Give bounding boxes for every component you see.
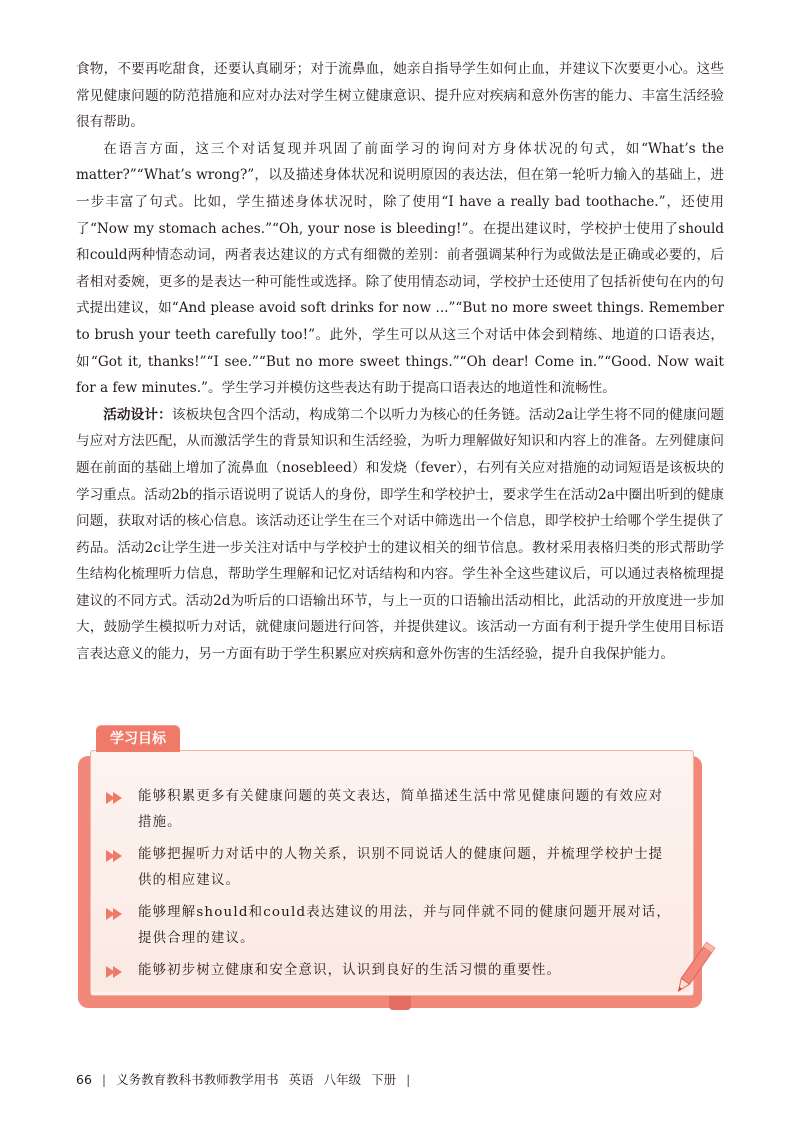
grade: 八年级 bbox=[323, 1072, 362, 1087]
goal-text: 能够理解should和could表达建议的用法，并与同伴就不同的健康问题开展对话，提供合理的建议。 bbox=[138, 905, 671, 946]
arrow-bullet-icon bbox=[106, 966, 124, 978]
arrow-bullet-icon bbox=[106, 908, 124, 920]
goal-item bbox=[104, 900, 674, 952]
goal-list bbox=[104, 784, 674, 990]
main-text bbox=[76, 56, 724, 668]
footer-separator-end: | bbox=[406, 1072, 411, 1087]
goal-item bbox=[104, 958, 674, 984]
volume: 下册 bbox=[371, 1072, 397, 1087]
subject: 英语 bbox=[288, 1072, 314, 1087]
arrow-bullet-icon bbox=[106, 792, 124, 804]
paragraph-activity bbox=[76, 402, 724, 668]
arrow-bullet-icon bbox=[106, 850, 124, 862]
goal-text: 能够把握听力对话中的人物关系，识别不同说话人的健康问题，并梳理学校护士提供的相应建议。 bbox=[138, 847, 664, 888]
paragraph-continued: 食物，不要再吃甜食，还要认真刷牙；对于流鼻血，她亲自指导学生如何止血，并建议下次要更小心。这些常见健康问题的防范措施和应对办法对学生树立健康意识、提升应对疾病和意外伤害的能力、丰富生活经验很有帮助。 bbox=[76, 61, 724, 131]
goal-item bbox=[104, 784, 674, 836]
paragraph-language: 在语言方面，这三个对话复现并巩固了前面学习的询问对方身体状况的句式，如“What’s the matter?”“What’s wrong?”，以及描述身体状况和说明原因的表达法，但在第一轮听力输入的基础上，进一步丰富了句式。比如，学生描述身体状况时，除了使用“I have a really bad toothache.”，还使用了“Now my stomach aches.”“Oh, your nose is bleeding!”。在提出建议时，学校护士使用了should和could两种情态动词，两者表达建议的方式有细微的差别：前者强调某种行为或做法是正确或必要的，后者相对委婉，更多的是表达一种可能性或选择。除了使用情态动词，学校护士还使用了包括祈使句在内的句式提出建议，如“And please avoid soft drinks for now ...”“But no more sweet things. Remember to brush your teeth carefully too!”。此外，学生可以从这三个对话中体会到精练、地道的口语表达，如“Got it, thanks!”“I see.”“But no more sweet things.”“Oh dear! Come in.”“Good. Now wait for a few minutes.”。学生学习并模仿这些表达有助于提高口语表达的地道性和流畅性。 bbox=[76, 140, 724, 397]
goal-text: 能够初步树立健康和安全意识，认识到良好的生活习惯的重要性。 bbox=[138, 963, 562, 978]
book-title: 义务教育教科书教师教学用书 bbox=[116, 1072, 279, 1087]
book-spine bbox=[389, 996, 411, 1010]
activity-text: 该板块包含四个活动，构成第二个以听力为核心的任务链。活动2a让学生将不同的健康问题与应对方法匹配，从而激活学生的背景知识和生活经验，为听力理解做好知识和内容上的准备。左列健康问题在前面的基础上增加了流鼻血（nosebleed）和发烧（fever），右列有关应对措施的动词短语是该板块的学习重点。活动2b的指示语说明了说话人的身份，即学生和学校护士，要求学生在活动2a中圈出听到的健康问题，获取对话的核心信息。该活动还让学生在三个对话中筛选出一个信息，即学校护士给哪个学生提供了药品。活动2c让学生进一步关注对话中与学校护士的建议相关的细节信息。教材采用表格归类的形式帮助学生结构化梳理听力信息，帮助学生理解和记忆对话结构和内容。学生补全这些建议后，可以通过表格梳理提建议的不同方式。活动2d为听后的口语输出环节，与上一页的口语输出活动相比，此活动的开放度进一步加大，鼓励学生模拟听力对话，就健康问题进行问答，并提供建议。该活动一方面有利于提升学生使用目标语言表达意义的能力，另一方面有助于学生积累应对疾病和意外伤害的生活经验，提升自我保护能力。 bbox=[76, 406, 724, 663]
page-footer bbox=[76, 1070, 416, 1088]
goal-item bbox=[104, 842, 674, 894]
goal-text: 能够积累更多有关健康问题的英文表达，简单描述生活中常见健康问题的有效应对措施。 bbox=[138, 789, 664, 830]
page-number: 66 bbox=[76, 1072, 92, 1087]
pencil-icon bbox=[672, 938, 716, 1000]
footer-separator: | bbox=[101, 1072, 107, 1087]
activity-label: 活动设计： bbox=[103, 406, 172, 423]
goals-title: 学习目标 bbox=[96, 726, 180, 752]
